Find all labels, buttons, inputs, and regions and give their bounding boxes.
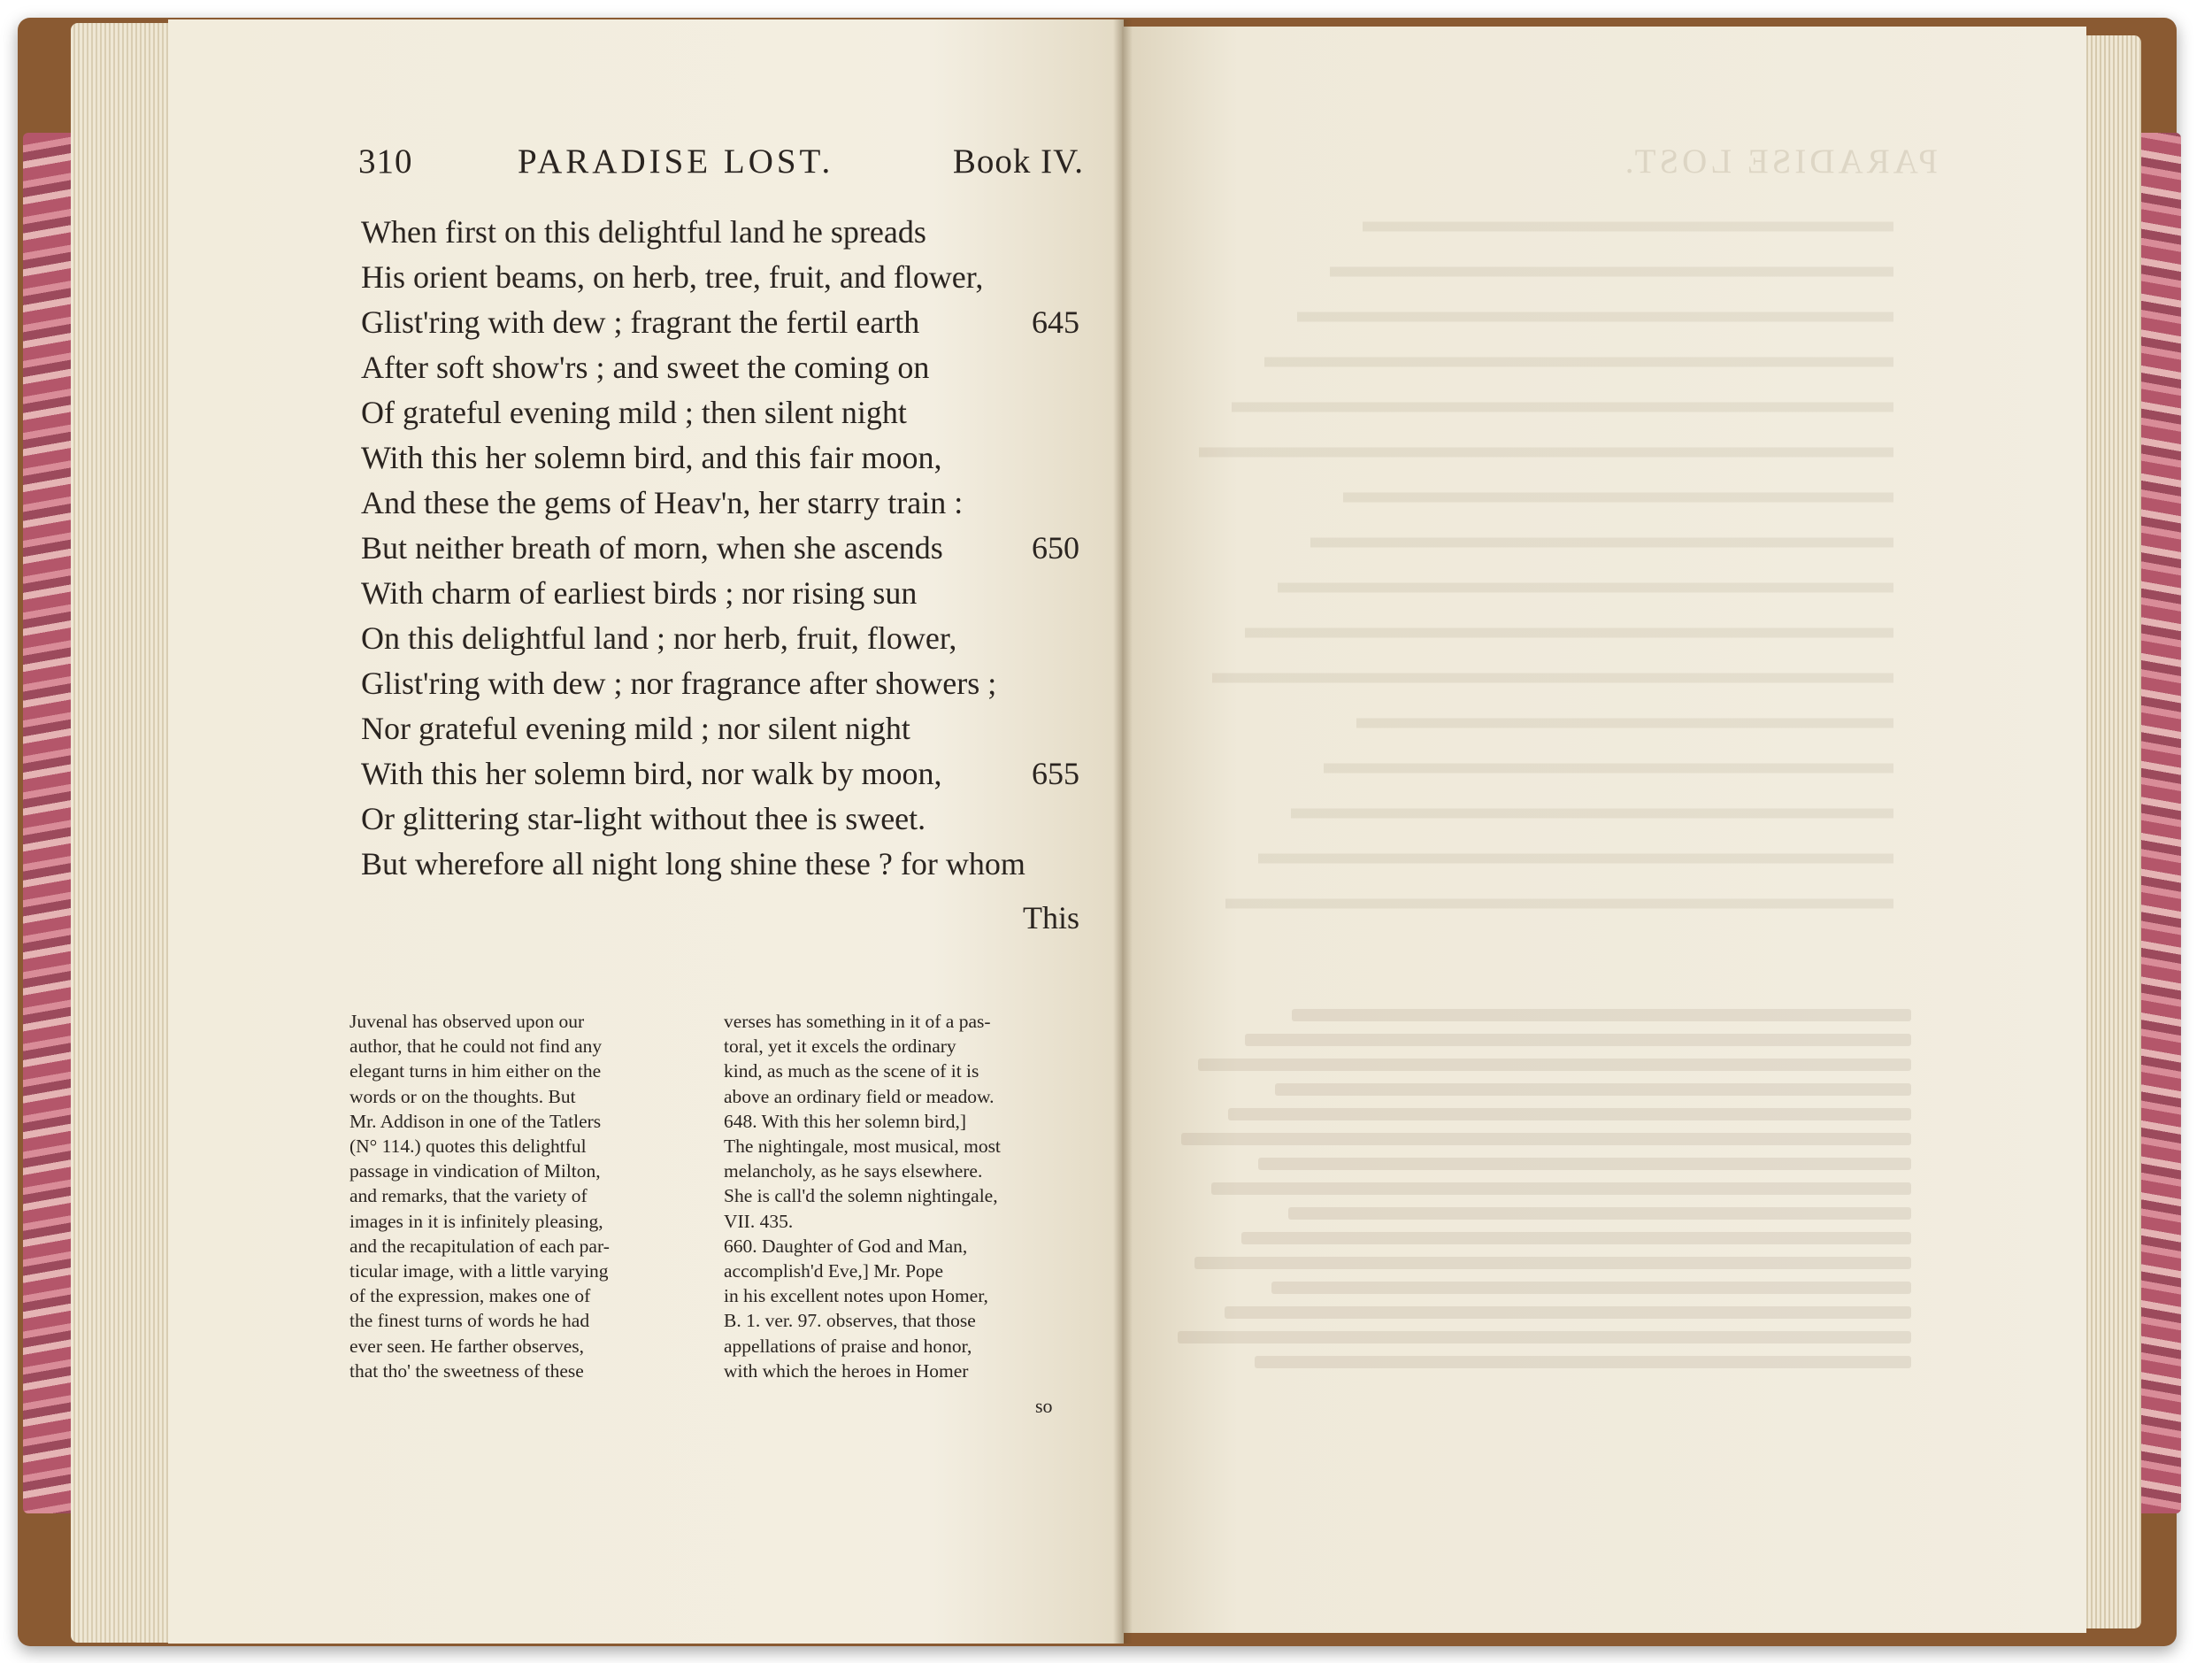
footnote-line: author, that he could not find any (349, 1036, 603, 1058)
show-through-note-line (1194, 1257, 1911, 1269)
show-through-notes (1168, 1009, 1911, 1416)
show-through-line (1225, 881, 1893, 926)
poem-line (361, 797, 1087, 842)
footnote-line: B. 1. ver. 97. observes, that those (724, 1310, 976, 1332)
line-number: 655 (1032, 756, 1079, 791)
poem-line-text: Glist'ring with dew ; fragrant the fertil earth (361, 304, 920, 340)
poem-line (361, 255, 1087, 300)
poem-line-text: Glist'ring with dew ; nor fragrance after showers ; (361, 666, 997, 701)
book-gutter (1113, 19, 1133, 1644)
show-through-line (1264, 339, 1893, 384)
poem-line (361, 706, 1087, 751)
poem-line (361, 616, 1087, 661)
line-number: 645 (1032, 304, 1079, 340)
show-through-note-line (1258, 1158, 1911, 1170)
poem-line (361, 435, 1087, 481)
footnote-line: and remarks, that the variety of (349, 1185, 588, 1207)
show-through-line (1330, 249, 1893, 294)
page-number: 310 (358, 142, 413, 181)
show-through-line (1324, 745, 1893, 790)
footnote-line: words or on the thoughts. But (349, 1085, 576, 1107)
poem-line-text: When first on this delightful land he spreads (361, 214, 926, 250)
footnote-line: 648. With this her solemn bird,] (724, 1110, 967, 1132)
poem-line (361, 345, 1087, 390)
poem-line (361, 390, 1087, 435)
footnote-line: (N° 114.) quotes this delightful (349, 1136, 587, 1158)
poem-line-text: But neither breath of morn, when she ascends (361, 530, 943, 566)
footnote-line: with which the heroes in Homer (724, 1359, 969, 1382)
footnote-line: 660. Daughter of God and Man, (724, 1235, 968, 1257)
footnotes-left-column (349, 1009, 708, 1425)
show-through-note-line (1228, 1108, 1911, 1120)
book-title: PARADISE LOST. (518, 142, 834, 181)
show-through-line (1199, 429, 1893, 474)
poem-line-text: With charm of earliest birds ; nor rising sun (361, 575, 918, 611)
show-through-line (1258, 835, 1893, 881)
show-through-note-line (1255, 1356, 1911, 1368)
footnote-line: passage in vindication of Milton, (349, 1160, 601, 1182)
show-through-note-line (1245, 1034, 1911, 1046)
show-through-note-line (1181, 1133, 1911, 1145)
show-through-line (1245, 610, 1893, 655)
show-through-line (1278, 565, 1893, 610)
poem-line-text: Nor grateful evening mild ; nor silent night (361, 711, 910, 746)
poem-line-text: Of grateful evening mild ; then silent night (361, 395, 907, 430)
show-through-header: PARADISE LOST. (1621, 142, 1938, 181)
poem-line-text: On this delightful land ; nor herb, fruit, flower, (361, 620, 957, 656)
poem-line (361, 751, 1087, 797)
show-through-line (1310, 520, 1893, 565)
poem-line (361, 526, 1087, 571)
show-through-note-line (1211, 1182, 1911, 1195)
poem-line-text: And these the gems of Heav'n, her starry train : (361, 485, 964, 520)
footnote-line: the finest turns of words he had (349, 1310, 590, 1332)
poem-line (361, 661, 1087, 706)
footnote-line: ticular image, with a little varying (349, 1260, 609, 1282)
footnote-line: of the expression, makes one of (349, 1285, 591, 1307)
poem-line (361, 842, 1087, 887)
poem-line-text: Or glittering star-light without thee is sweet. (361, 801, 926, 836)
show-through-line (1291, 790, 1893, 835)
footnote-line: elegant turns in him either on the (349, 1060, 602, 1082)
footnote-line: appellations of praise and honor, (724, 1335, 972, 1357)
show-through-note-line (1292, 1009, 1911, 1021)
footnote-line: ever seen. He farther observes, (349, 1335, 585, 1357)
footnote-line: kind, as much as the scene of it is (724, 1060, 979, 1082)
show-through-note-line (1241, 1232, 1911, 1244)
line-number: 650 (1032, 530, 1079, 566)
footnote-line: She is call'd the solemn nightingale, (724, 1185, 998, 1207)
show-through-text (1168, 204, 1893, 938)
poem-line-text: With this her solemn bird, nor walk by moon, (361, 756, 942, 791)
catchword: This (1022, 900, 1079, 935)
show-through-line (1343, 474, 1893, 520)
show-through-note-line (1288, 1207, 1911, 1220)
notes-catchword: so (1035, 1395, 1053, 1417)
footnote-line: in his excellent notes upon Homer, (724, 1285, 988, 1307)
show-through-line (1363, 204, 1893, 249)
footnote-line: and the recapitulation of each par- (349, 1235, 610, 1257)
show-through-line (1356, 700, 1893, 745)
footnote-line: above an ordinary field or meadow. (724, 1085, 995, 1107)
footnote-line: toral, yet it excels the ordinary (724, 1036, 956, 1058)
show-through-note-line (1225, 1306, 1911, 1319)
footnote-line: The nightingale, most musical, most (724, 1136, 1001, 1158)
poem-line-text: After soft show'rs ; and sweet the coming on (361, 350, 930, 385)
poem-line (361, 210, 1087, 255)
poem-line (361, 571, 1087, 616)
poem-line-text: His orient beams, on herb, tree, fruit, and flower, (361, 259, 984, 295)
footnote-line: accomplish'd Eve,] Mr. Pope (724, 1260, 944, 1282)
show-through-note-line (1178, 1331, 1911, 1343)
footnote-line: Juvenal has observed upon our (349, 1011, 585, 1032)
show-through-note-line (1275, 1083, 1911, 1096)
poem-line-text: But wherefore all night long shine these ? for whom (361, 846, 1025, 882)
footnote-line: Mr. Addison in one of the Tatlers (349, 1110, 602, 1132)
page-edges-left (71, 23, 177, 1643)
footnote-line: images in it is infinitely pleasing, (349, 1210, 603, 1232)
footnotes-right-column (724, 1009, 1082, 1425)
show-through-note-line (1198, 1059, 1911, 1071)
footnote-line: melancholy, as he says elsewhere. (724, 1160, 983, 1182)
poem-line (361, 481, 1087, 526)
show-through-note-line (1271, 1282, 1911, 1294)
poem-line-text: With this her solemn bird, and this fair moon, (361, 440, 942, 475)
book-number: Book IV. (952, 142, 1084, 181)
footnote-line: verses has something in it of a pas- (724, 1011, 991, 1032)
running-header (358, 142, 1084, 195)
show-through-line (1232, 384, 1893, 429)
footnote-line: that tho' the sweetness of these (349, 1359, 584, 1382)
poem-line (361, 300, 1087, 345)
show-through-line (1297, 294, 1893, 339)
poem-text (361, 210, 1087, 935)
show-through-line (1212, 655, 1893, 700)
footnote-line: VII. 435. (724, 1210, 794, 1232)
